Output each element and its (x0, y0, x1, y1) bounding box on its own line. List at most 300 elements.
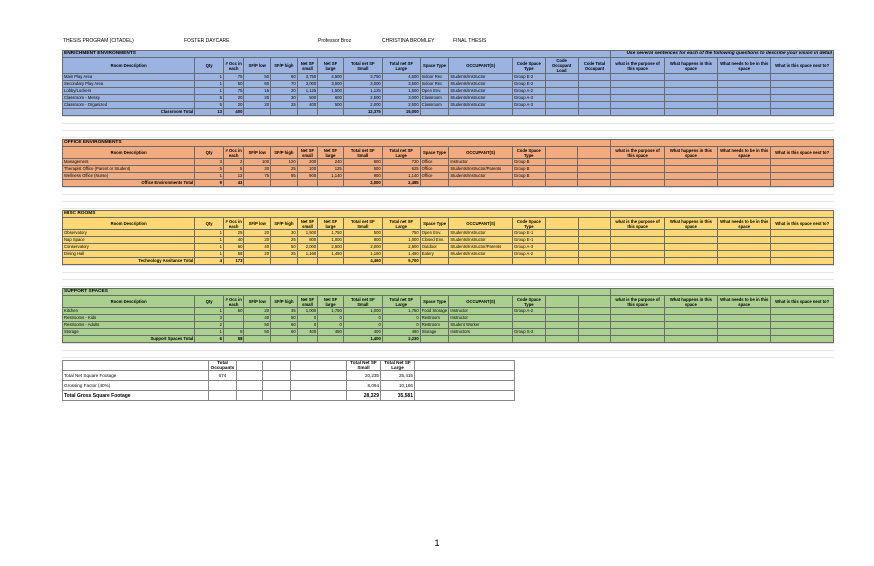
cell-sfp-high: 25 (271, 251, 298, 258)
cell-occupants: Students/Instructor (449, 95, 513, 102)
cell-space-type: Restroom (420, 315, 449, 322)
spacer-rows (62, 116, 834, 139)
column-header-total-large: Total net SF Large (382, 58, 420, 74)
cell-qty: 3 (195, 159, 224, 166)
column-header-occupants: OCCUPANT(S) (449, 147, 513, 159)
column-header-room-description: Room Description (63, 296, 195, 308)
total-large: 5,700 (382, 258, 420, 265)
cell-net-small: 3,750 (297, 74, 318, 81)
column-header-room-description: Room Description (63, 147, 195, 159)
cell-room-description: Secondary Play Area (63, 81, 195, 88)
total-label: Classroom Total (63, 109, 195, 116)
table-row (63, 237, 834, 244)
summary-gross-label: Total Gross Square Footage (63, 391, 209, 401)
cell-room-description: Classroom - Messy (63, 95, 195, 102)
cell-occupants: Students/Instructor (449, 237, 513, 244)
column-header-sfp-high: SF/P high (271, 296, 298, 308)
column-header-room-description: Room Description (63, 58, 195, 74)
cell-net-large: 1,140 (318, 173, 344, 180)
cell-net-small: 3,000 (297, 81, 318, 88)
cell-room-description: Nap Space (63, 237, 195, 244)
table-row (63, 308, 834, 315)
cell-total-large: 1,450 (382, 251, 420, 258)
cell-space-type: Open Env. (420, 88, 449, 95)
section-total-row (63, 109, 834, 116)
table-row (63, 159, 834, 166)
column-header-q-happens: What happens in this space (664, 218, 717, 230)
column-header-net-small: Net SF small (297, 147, 317, 159)
cell-sfp-low: 20 (244, 102, 271, 109)
summary-net-large: 25,415 (381, 371, 415, 381)
cell-occupants: Instructors (449, 329, 513, 336)
cell-sfp-low: 20 (244, 237, 271, 244)
column-header-code-space-type: Code Space Type (512, 296, 545, 308)
cell-qty: 5 (195, 102, 224, 109)
cell-net-small: 1,500 (297, 230, 318, 237)
cell-qty: 5 (195, 166, 224, 173)
column-header-total-small: Total net SF Small (343, 58, 382, 74)
section-title-row (63, 51, 834, 58)
total-qty: 4 (195, 258, 224, 265)
column-header-q-purpose: what is the purpose of this space (611, 296, 664, 308)
section-table (62, 139, 834, 187)
cell-sfp-low: 50 (244, 329, 271, 336)
cell-room-description: Kitchen (63, 308, 195, 315)
cell-code-space-type: Group S-2 (512, 329, 545, 336)
cell-room-description: Lobby/Lockers (63, 88, 195, 95)
cell-total-large: 480 (382, 329, 420, 336)
section-title: MISC ROOMS (63, 211, 611, 218)
column-header-qty: Qty (195, 218, 224, 230)
summary-col-occupants: Total Occupants (209, 361, 237, 371)
cell-space-type: Office (420, 166, 449, 173)
cell-total-small: 1,000 (343, 308, 382, 315)
cell-occupants: Students/Instructor (449, 81, 513, 88)
cell-sfp-low: 60 (244, 81, 271, 88)
cell-qty: 1 (195, 81, 224, 88)
cell-occupants: Instructor (449, 159, 513, 166)
sections-container (62, 50, 834, 358)
cell-qty: 1 (195, 329, 224, 336)
table-row (63, 95, 834, 102)
cell-qty: 1 (195, 237, 224, 244)
table-row (63, 173, 834, 180)
cell-sfp-high: 20 (271, 88, 298, 95)
cell-occ-each: 8 (223, 329, 244, 336)
cell-total-small: 400 (343, 329, 382, 336)
summary-grossing-small: 8,094 (347, 381, 381, 391)
summary-col-small: Total Net SF Small (347, 361, 381, 371)
column-header-qty: Qty (195, 58, 224, 74)
column-header-code-space-type: Code Space Type (512, 58, 545, 74)
cell-space-type: Outdoor (420, 244, 449, 251)
section-title-row (63, 211, 834, 218)
cell-net-large: 500 (318, 102, 344, 109)
column-header-total-small: Total net SF Small (343, 218, 382, 230)
cell-room-description: Conservatory (63, 244, 195, 251)
table-row (63, 251, 834, 258)
cell-total-small: 1,125 (343, 88, 382, 95)
column-header-net-large: Net SF large (318, 296, 344, 308)
column-header-occ-each: # Occ in each (223, 147, 243, 159)
summary-gross-large: 35,581 (381, 391, 415, 401)
cell-qty: 1 (195, 88, 224, 95)
column-header-qty: Qty (195, 147, 224, 159)
summary-grossing-occ (209, 381, 237, 391)
column-header-q-needs: What needs to be in this space (718, 296, 771, 308)
cell-code-space-type: Group E-2 (512, 74, 545, 81)
cell-net-small: 1,000 (297, 308, 318, 315)
cell-occupants: Instructor (449, 308, 513, 315)
cell-total-small: 500 (343, 230, 382, 237)
column-header-code-occ-load: Code Occupant Load (545, 58, 578, 74)
cell-code-space-type: Group E-2 (512, 81, 545, 88)
spreadsheet (62, 37, 834, 401)
column-header-row (63, 147, 834, 159)
column-header-net-large: Net SF large (318, 147, 344, 159)
table-row (63, 74, 834, 81)
column-header-q-purpose: what is the purpose of this space (611, 218, 664, 230)
total-qty: 13 (195, 109, 224, 116)
column-header-row (63, 218, 834, 230)
cell-total-small: 800 (343, 237, 382, 244)
column-header-code-space-type: Code Space Type (512, 147, 545, 159)
cell-occupants: Students/Instructor (449, 88, 513, 95)
section-total-row (63, 336, 834, 343)
cell-sfp-low: 50 (244, 74, 271, 81)
cell-total-small: 2,000 (343, 102, 382, 109)
cell-total-small: 600 (343, 159, 382, 166)
cell-sfp-low: 20 (244, 166, 271, 173)
column-header-sfp-high: SF/P high (271, 218, 298, 230)
total-occ: 58 (223, 336, 244, 343)
column-header-code-total-occ: Code Total Occupant (578, 58, 611, 74)
column-header-net-small: Net SF small (297, 296, 318, 308)
summary-gross-small: 28,329 (347, 391, 381, 401)
cell-sfp-high: 60 (271, 322, 298, 329)
table-row (63, 81, 834, 88)
cell-room-description: Dining Hall (63, 251, 195, 258)
cell-code-space-type (512, 315, 545, 322)
cell-space-type: Open Env. (420, 230, 449, 237)
column-header-sfp-low: SF/P low (244, 58, 271, 74)
cell-occ-each (223, 315, 244, 322)
cell-space-type: Food Storage (421, 308, 448, 314)
column-header-sfp-high: SF/P high (271, 147, 298, 159)
cell-qty: 2 (195, 322, 224, 329)
cell-net-small: 100 (297, 166, 317, 173)
professor-name: Professor Broz (318, 38, 352, 44)
cell-sfp-low: 75 (244, 173, 271, 180)
section-total-row (63, 180, 834, 187)
cell-qty: 3 (195, 315, 224, 322)
cell-occ-each: 40 (223, 237, 244, 244)
cell-total-large: 750 (382, 230, 420, 237)
column-header-net-small: Net SF small (297, 218, 318, 230)
cell-space-type: Classroom (420, 102, 449, 109)
cell-occupants: Students/Instructor (449, 230, 513, 237)
cell-occ-each: 20 (223, 95, 244, 102)
cell-occupants: Students/Instructor (449, 251, 513, 258)
column-header-sfp-low: SF/P low (244, 296, 271, 308)
total-occ: 173 (223, 258, 244, 265)
cell-net-small: 500 (297, 95, 318, 102)
summary-col-large: Total Net SF Large (381, 361, 415, 371)
column-header-total-large: Total net SF Large (382, 296, 420, 308)
total-label: Support Spaces Total (63, 336, 195, 343)
summary-block (62, 360, 834, 401)
summary-gross-occ (209, 391, 237, 401)
cell-occ-each: 25 (223, 230, 244, 237)
cell-qty: 1 (195, 251, 224, 258)
cell-code-space-type: Group A-2 (512, 251, 545, 258)
cell-space-type: Eatery (420, 251, 449, 258)
column-header-q-purpose: what is the purpose of this space (611, 58, 664, 74)
cell-qty: 1 (195, 244, 224, 251)
cell-net-small: 1,160 (297, 251, 318, 258)
cell-room-description: Classroom - Organized (63, 102, 195, 109)
table-row (63, 315, 834, 322)
cell-total-small: 2,000 (343, 244, 382, 251)
summary-net-label: Total Net Square Footage (63, 371, 209, 381)
cell-net-large: 3,500 (318, 81, 344, 88)
section-total-row (63, 258, 834, 265)
cell-total-small: 3,750 (343, 74, 382, 81)
cell-total-large: 3,500 (382, 81, 420, 88)
cell-net-small: 800 (297, 237, 318, 244)
column-header-q-happens: What happens in this space (664, 58, 717, 74)
total-large: 2,485 (382, 180, 420, 187)
cell-total-small: 0 (343, 315, 382, 322)
column-header-q-needs: What needs to be in this space (718, 147, 771, 159)
cell-occ-each: 58 (223, 251, 244, 258)
cell-sfp-low: 100 (244, 159, 271, 166)
cell-occ-each: 75 (223, 88, 244, 95)
cell-code-space-type: Group B (512, 159, 545, 166)
column-header-row (63, 58, 834, 74)
cell-sfp-high: 60 (271, 329, 298, 336)
table-row (63, 166, 834, 173)
section-table (62, 210, 834, 265)
cell-space-type: Office (420, 173, 449, 180)
column-header-q-happens: What happens in this space (664, 296, 717, 308)
cell-total-large: 625 (382, 166, 420, 173)
cell-sfp-low: 15 (244, 88, 271, 95)
cell-net-large: 0 (318, 322, 344, 329)
cell-net-large: 480 (318, 329, 344, 336)
cell-qty: 1 (195, 173, 224, 180)
column-header-code-space-type: Code Space Type (512, 218, 545, 230)
cell-occupants: Students/Instructor (449, 102, 513, 109)
cell-net-small: 2,000 (297, 244, 318, 251)
cell-occ-each: 5 (223, 166, 243, 173)
column-header-room-description: Room Description (63, 218, 195, 230)
cell-code-space-type: Group E-1 (512, 237, 545, 244)
cell-sfp-low: 20 (244, 230, 271, 237)
table-row (63, 88, 834, 95)
cell-net-small: 900 (297, 173, 317, 180)
table-row (63, 230, 834, 237)
cell-total-large: 0 (382, 315, 420, 322)
column-header-qty: Qty (195, 296, 224, 308)
cell-qty: 5 (195, 95, 224, 102)
cell-sfp-high: 50 (271, 244, 298, 251)
cell-sfp-low: 40 (244, 244, 271, 251)
cell-sfp-high: 60 (271, 74, 298, 81)
cell-sfp-high: 120 (271, 159, 298, 166)
cell-space-type: Closed Env. (420, 237, 449, 244)
cell-room-description: Therapist Office (Parent or Student) (63, 166, 195, 173)
cell-net-large: 600 (318, 95, 344, 102)
section-title: ENRICHMENT ENVIRONMENTS (63, 51, 611, 58)
column-header-space-type: Space Type (420, 296, 449, 308)
column-header-space-type: Space Type (420, 58, 449, 74)
column-header-q-next: What is this space next to? (771, 218, 834, 230)
cell-net-large: 4,500 (318, 74, 344, 81)
cell-space-type: Classroom (420, 95, 449, 102)
cell-net-large: 0 (318, 315, 344, 322)
column-header-sfp-high: SF/P high (271, 58, 298, 74)
cell-occupants: Student Worker (449, 322, 513, 329)
column-header-q-purpose: what is the purpose of this space (611, 147, 664, 159)
total-qty: 6 (195, 336, 224, 343)
header-row (62, 37, 834, 46)
cell-net-large: 240 (318, 159, 344, 166)
cell-sfp-low: 25 (244, 95, 271, 102)
cell-space-type: Storage (420, 329, 449, 336)
cell-occ-each: 75 (223, 74, 244, 81)
cell-total-large: 2,500 (382, 244, 420, 251)
column-header-sfp-low: SF/P low (244, 218, 271, 230)
total-small: 12,375 (343, 109, 382, 116)
cell-sfp-low: 20 (244, 251, 271, 258)
cell-sfp-low: 20 (244, 308, 271, 315)
total-large: 15,000 (382, 109, 420, 116)
summary-net-small: 20,235 (347, 371, 381, 381)
cell-total-large: 720 (382, 159, 420, 166)
total-qty: 9 (195, 180, 224, 187)
cell-qty: 1 (195, 308, 224, 315)
cell-room-description: Restrooms - Kids (63, 315, 195, 322)
spacer-rows (62, 265, 834, 288)
cell-occupants: Students/Instructor (449, 173, 513, 180)
cell-total-large: 1,000 (382, 237, 420, 244)
cell-qty: 1 (195, 74, 224, 81)
total-occ: 400 (223, 109, 244, 116)
cell-total-large: 1,140 (382, 173, 420, 180)
column-header-net-large: Net SF large (318, 58, 344, 74)
column-header-space-type: Space Type (420, 218, 449, 230)
cell-net-small: 400 (297, 329, 318, 336)
cell-room-description: Restrooms - Adults (63, 322, 195, 329)
program-title: THESIS PROGRAM (CITADEL) (63, 38, 134, 44)
cell-total-small: 900 (343, 173, 382, 180)
section-title: SUPPORT SPACES (63, 289, 611, 296)
total-label: Technology Assitance Total (63, 258, 195, 265)
cell-sfp-low: 40 (244, 315, 271, 322)
column-header-net-large: Net SF large (318, 218, 344, 230)
cell-total-large: 3,000 (382, 95, 420, 102)
cell-net-large: 1,750 (318, 230, 344, 237)
cell-occ-each: 12 (223, 173, 243, 180)
cell-sfp-high: 35 (271, 308, 298, 315)
cell-room-description: Management (63, 159, 195, 166)
cell-sfp-high: 30 (271, 230, 298, 237)
cell-code-space-type: Group A-2 (512, 88, 545, 95)
summary-grossing-label: Grossing Factor (40%) (63, 381, 209, 391)
cell-total-small: 1,160 (343, 251, 382, 258)
cell-net-small: 200 (297, 159, 317, 166)
column-header-occ-each: # Occ in each (223, 58, 244, 74)
column-header-occupants: OCCUPANT(S) (449, 296, 513, 308)
cell-total-large: 2,500 (382, 102, 420, 109)
cell-space-type: Office (420, 159, 449, 166)
cell-occ-each: 50 (223, 308, 244, 315)
cell-net-large: 1,000 (318, 237, 344, 244)
stage-label: FINAL THESIS (453, 38, 487, 44)
page-number: 1 (434, 538, 440, 548)
column-header-q-needs: What needs to be in this space (718, 58, 771, 74)
column-header-net-small: Net SF small (297, 58, 318, 74)
cell-sfp-high: 25 (271, 102, 298, 109)
summary-grossing-large: 10,166 (381, 381, 415, 391)
cell-total-large: 4,500 (382, 74, 420, 81)
spacer-rows (62, 187, 834, 210)
cell-sfp-high: 25 (271, 166, 298, 173)
column-header-row (63, 296, 834, 308)
cell-qty: 1 (195, 230, 224, 237)
cell-occupants: Instructor (449, 315, 513, 322)
section-table (62, 50, 834, 116)
spacer-rows (62, 343, 834, 358)
cell-code-space-type: Group A-3 (512, 95, 545, 102)
total-occ: 43 (223, 180, 243, 187)
cell-net-large: 125 (318, 166, 344, 173)
column-header-total-small: Total net SF Small (343, 147, 382, 159)
column-header-total-small: Total net SF Small (343, 296, 382, 308)
cell-sfp-high: 70 (271, 81, 298, 88)
column-header-total-large: Total net SF Large (382, 218, 420, 230)
section-title: OFFICE ENVIRONMENTS (63, 140, 611, 147)
column-header-occupants: OCCUPANT(S) (449, 218, 513, 230)
cell-net-small: 400 (297, 102, 318, 109)
total-small: 2,000 (343, 180, 382, 187)
cell-occupants: Students/Instructor/Parents (449, 244, 513, 251)
cell-occupants: Students/Instructor/Parents (449, 166, 513, 173)
cell-sfp-high: 25 (271, 237, 298, 244)
cell-total-small: 0 (343, 322, 382, 329)
cell-room-description: Main Play Area (63, 74, 195, 81)
column-header-occ-each: # Occ in each (223, 296, 244, 308)
cell-space-type: Indoor Rec (420, 81, 449, 88)
total-large: 2,230 (382, 336, 420, 343)
cell-code-space-type (512, 322, 545, 329)
cell-total-small: 3,000 (343, 81, 382, 88)
cell-code-space-type: Group B (512, 173, 545, 180)
summary-net-occ: 674 (209, 371, 237, 381)
cell-code-space-type: Group A-2 (512, 308, 545, 315)
cell-occ-each: 20 (223, 102, 244, 109)
cell-sfp-high: 50 (271, 315, 298, 322)
cell-code-space-type: Group E-1 (512, 230, 545, 237)
cell-room-description: Storage (63, 329, 195, 336)
cell-net-large: 2,500 (318, 244, 344, 251)
cell-room-description: Wellness Office (Nurse) (63, 173, 195, 180)
column-header-q-happens: What happens in this space (664, 147, 717, 159)
cell-sfp-high: 95 (271, 173, 298, 180)
table-row (63, 322, 834, 329)
cell-total-large: 1,500 (382, 88, 420, 95)
